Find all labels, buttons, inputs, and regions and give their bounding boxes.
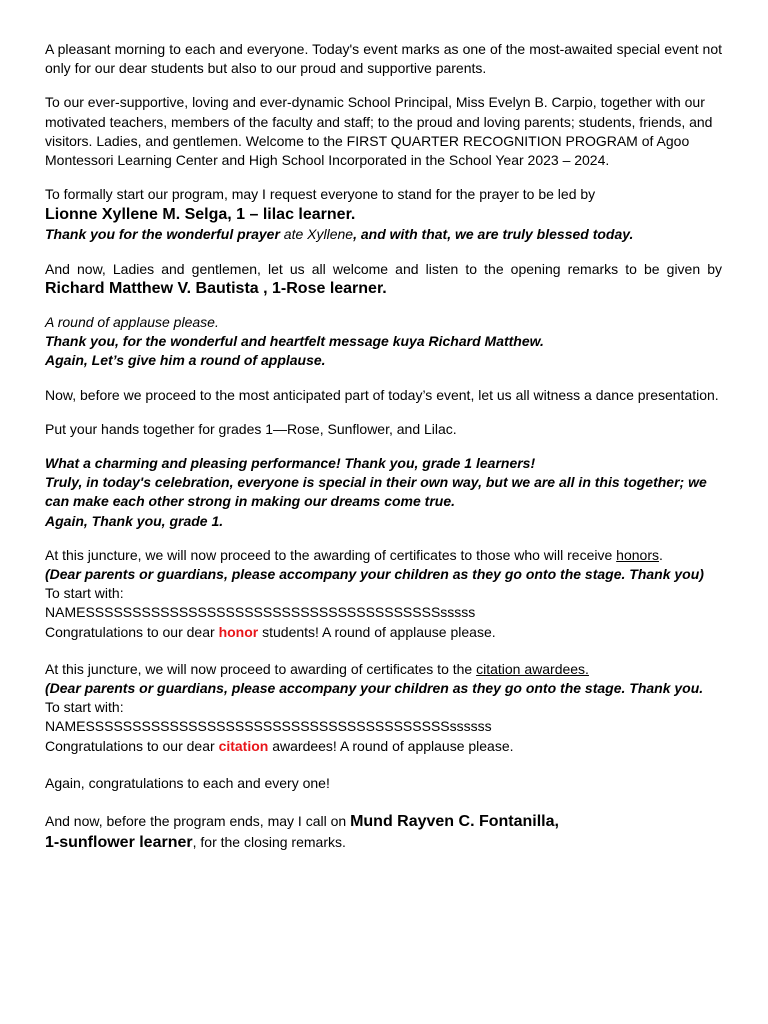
citation-intro-text: At this juncture, we will now proceed to awarding of certificates to the bbox=[45, 660, 477, 677]
dance-intro-paragraph: Now, before we proceed to the most anticipated part of today’s event, let us all witness a dance presentation. bbox=[45, 386, 719, 403]
citation-underlined: citation awardees. bbox=[476, 660, 589, 677]
honors-congrats-end: students! A round of applause please. bbox=[258, 623, 496, 640]
prayer-thanks-start: Thank you for the wonderful prayer bbox=[45, 226, 280, 243]
prayer-thanks-name: ate Xyllene bbox=[279, 226, 354, 243]
honors-names: NAMESSSSSSSSSSSSSSSSSSSSSSSSSSSSSSSSSSSSSSsssss bbox=[45, 604, 476, 621]
honors-congrats bbox=[45, 623, 722, 642]
applause-line-3: Again, Let’s give him a round of applause. bbox=[45, 352, 326, 369]
prayer-leader: Lionne Xyllene M. Selga, 1 – lilac learner. bbox=[45, 206, 356, 224]
honors-intro bbox=[45, 546, 722, 565]
prayer-thanks bbox=[45, 225, 722, 244]
performance-line-3: Again, Thank you, grade 1. bbox=[45, 512, 224, 529]
citation-congrats-start: Congratulations to our dear bbox=[45, 737, 219, 754]
citation-highlight: citation bbox=[218, 737, 269, 754]
closing-remarks-paragraph bbox=[45, 811, 722, 853]
prayer-thanks-end: , and with that, we are truly blessed today. bbox=[353, 226, 634, 243]
again-congrats-paragraph: Again, congratulations to each and every one! bbox=[45, 774, 330, 791]
citation-section bbox=[45, 660, 722, 756]
closing-speaker-section: 1-sunflower learner bbox=[45, 834, 193, 852]
citation-names: NAMESSSSSSSSSSSSSSSSSSSSSSSSSSSSSSSSSSSSSSSssssss bbox=[45, 718, 492, 735]
principal-paragraph: To our ever-supportive, loving and ever-dynamic School Principal, Miss Evelyn B. Carpio, together with our motivated teachers, members of the faculty and staff; to the proud and loving parents; students, friends, and visitors. Ladies, and gentlemen. Welcome to the FIRST QUARTER RECOGNITION PROGRAM of Agoo Montessori Learning Center and High School Incorporated in the School Year 2023 – 2024. bbox=[45, 94, 713, 169]
prayer-intro: To formally start our program, may I request everyone to stand for the prayer to be led by bbox=[45, 186, 596, 203]
applause-line-1: A round of applause please. bbox=[45, 314, 219, 331]
closing-speaker-name: Mund Rayven C. Fontanilla, bbox=[350, 813, 559, 831]
honors-intro-text: At this juncture, we will now proceed to the awarding of certificates to those who will receive bbox=[45, 546, 617, 563]
applause-section bbox=[45, 313, 722, 371]
citation-note: (Dear parents or guardians, please accompany your children as they go onto the stage. Thank you. bbox=[45, 680, 704, 697]
performance-line-2: Truly, in today's celebration, everyone is special in their own way, but we are all in this together; we can make each other strong in making our dreams come true. bbox=[45, 474, 707, 510]
honors-note: (Dear parents or guardians, please accompany your children as they go onto the stage. Thank you) bbox=[45, 566, 704, 583]
opening-speaker: Richard Matthew V. Bautista , 1-Rose learner. bbox=[45, 279, 387, 297]
honors-underlined: honors bbox=[616, 546, 659, 563]
grades-intro-paragraph: Put your hands together for grades 1—Rose, Sunflower, and Lilac. bbox=[45, 420, 457, 437]
applause-line-2: Thank you, for the wonderful and heartfelt message kuya Richard Matthew. bbox=[45, 333, 544, 350]
opening-remarks-paragraph bbox=[45, 260, 722, 298]
performance-line-1: What a charming and pleasing performance! Thank you, grade 1 learners! bbox=[45, 455, 536, 472]
honors-start-label: To start with: bbox=[45, 585, 124, 602]
closing-end: , for the closing remarks. bbox=[192, 834, 346, 851]
closing-intro: And now, before the program ends, may I call on bbox=[45, 813, 351, 830]
welcome-paragraph: A pleasant morning to each and everyone. Today's event marks as one of the most-awaited special event not only for our dear students but also to our proud and supportive parents. bbox=[45, 41, 722, 77]
document-page bbox=[45, 40, 722, 853]
honors-congrats-start: Congratulations to our dear bbox=[45, 623, 219, 640]
honors-section bbox=[45, 546, 722, 642]
citation-congrats-end: awardees! A round of applause please. bbox=[268, 737, 514, 754]
opening-intro: And now, Ladies and gentlemen, let us all welcome and listen to the opening remarks to be given by bbox=[45, 260, 722, 277]
honors-highlight: honor bbox=[218, 623, 259, 640]
honors-intro-period: . bbox=[658, 546, 663, 563]
citation-intro bbox=[45, 660, 722, 679]
citation-congrats bbox=[45, 737, 722, 756]
performance-section bbox=[45, 454, 722, 531]
citation-start-label: To start with: bbox=[45, 699, 124, 716]
prayer-section bbox=[45, 185, 722, 244]
